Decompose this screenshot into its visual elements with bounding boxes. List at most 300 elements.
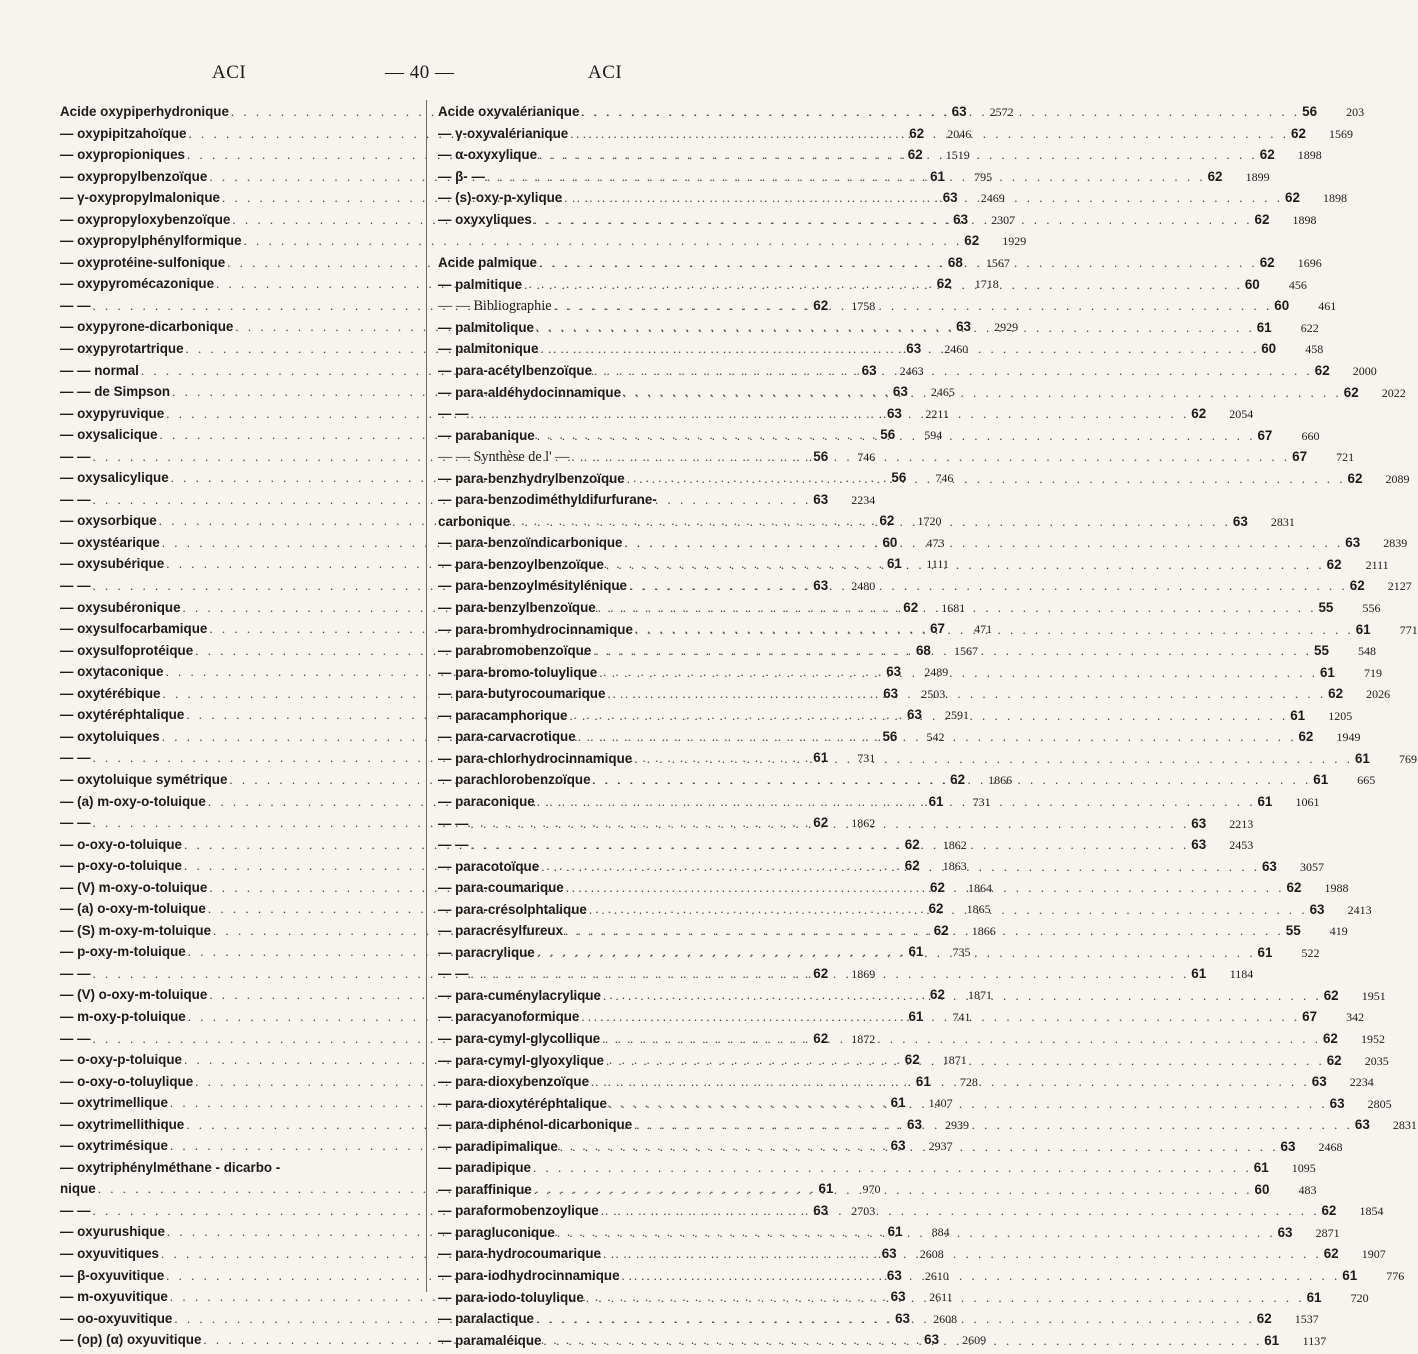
entry-volume: 63 bbox=[886, 664, 902, 680]
entry-volume: 61 bbox=[1342, 1267, 1358, 1283]
entry-page: 660 bbox=[1301, 428, 1320, 443]
entry-page: 2503 bbox=[921, 686, 946, 701]
entry-term: — para-benzodiméthyldifurfurane- bbox=[438, 492, 657, 508]
entry-page: 1095 bbox=[1291, 1161, 1316, 1176]
entry-term: — (V) m-oxy-o-toluique bbox=[60, 879, 208, 895]
entry-term: — para-dioxytéréphtalique bbox=[438, 1095, 607, 1111]
entry-page: 473 bbox=[926, 535, 945, 550]
entry-volume: 63 bbox=[1191, 837, 1207, 853]
entry-volume: 63 bbox=[951, 104, 967, 119]
entry-volume: 63 bbox=[1309, 901, 1325, 917]
entry-term: — oxyxyliques bbox=[438, 211, 532, 227]
entry-term: — oxysalicylique bbox=[60, 470, 169, 486]
entry-volume: 61 bbox=[1264, 1332, 1280, 1348]
entry-page: 2211 bbox=[925, 406, 949, 421]
entry-page: 1899 bbox=[1245, 169, 1270, 184]
entry-volume: 62 bbox=[879, 513, 895, 529]
entry-volume: 62 bbox=[813, 1030, 829, 1046]
entry-term: — oxytoluique symétrique bbox=[60, 771, 228, 787]
dot-leader bbox=[510, 514, 1233, 530]
entry-term: — o-oxy-o-toluique bbox=[60, 836, 182, 852]
entry-volume: 62 bbox=[903, 599, 919, 615]
entry-volume: 63 bbox=[883, 685, 899, 701]
entry-term: — β-oxyuvitique bbox=[60, 1267, 165, 1283]
entry-term: — oxypropylphénylformique bbox=[60, 233, 242, 249]
entry-volume: 60 bbox=[882, 534, 898, 550]
entry-term: — para-butyrocoumarique bbox=[438, 686, 606, 702]
entry-volume: 67 bbox=[1257, 427, 1273, 443]
entry-page: 1907 bbox=[1361, 1247, 1386, 1262]
index-entry bbox=[438, 492, 784, 514]
entry-term: — parabanique bbox=[438, 427, 535, 443]
dot-leader bbox=[600, 1031, 1323, 1047]
entry-page: 203 bbox=[1346, 105, 1365, 119]
entry-volume: 62 bbox=[1256, 1311, 1272, 1327]
entry-term: — oxyurushique bbox=[60, 1224, 165, 1240]
entry-term: — paracotoïque bbox=[438, 858, 540, 874]
entry-page: 1898 bbox=[1323, 191, 1347, 206]
entry-term: — — de Simpson bbox=[60, 384, 171, 400]
entry-page: 728 bbox=[959, 1074, 978, 1089]
entry-volume: 63 bbox=[953, 211, 969, 227]
entry-page: 1865 bbox=[966, 902, 991, 917]
dot-leader bbox=[541, 1333, 1264, 1349]
entry-term: — para-iodo-toluylique bbox=[438, 1289, 584, 1305]
entry-volume: 61 bbox=[1257, 793, 1273, 809]
entry-page: 776 bbox=[1386, 1268, 1405, 1283]
entry-volume: 63 bbox=[1261, 858, 1277, 874]
entry-term: — oxysulfocarbamique bbox=[60, 621, 208, 637]
entry-page: 1720 bbox=[917, 514, 942, 529]
entry-volume: 63 bbox=[1345, 535, 1361, 551]
entry-page: 2307 bbox=[991, 212, 1016, 227]
entry-page: 1758 bbox=[851, 298, 876, 313]
entry-page: 2453 bbox=[1229, 838, 1254, 853]
entry-page: 3057 bbox=[1299, 859, 1324, 874]
dot-leader bbox=[522, 277, 1245, 293]
entry-page: 594 bbox=[924, 428, 943, 443]
entry-page: 769 bbox=[1398, 751, 1417, 766]
entry-term: — palmitique bbox=[438, 276, 523, 292]
entry-term: — — bbox=[438, 815, 469, 831]
entry-volume: 62 bbox=[1343, 384, 1359, 400]
dot-leader bbox=[604, 1053, 1327, 1069]
dot-leader bbox=[604, 557, 1327, 573]
entry-volume: 62 bbox=[1314, 363, 1330, 379]
entry-volume: 63 bbox=[1232, 513, 1248, 529]
entry-term: — paradipique bbox=[438, 1160, 532, 1176]
entry-volume: 62 bbox=[936, 276, 952, 292]
dot-leader bbox=[539, 859, 1262, 875]
dot-leader bbox=[579, 1009, 1302, 1025]
dot-leader bbox=[605, 686, 1328, 702]
entry-term: — oxystéarique bbox=[60, 534, 160, 550]
entry-volume: 61 bbox=[890, 1095, 906, 1111]
entry-page: 2035 bbox=[1364, 1053, 1389, 1068]
entry-page: 542 bbox=[926, 729, 945, 744]
entry-volume: 62 bbox=[1323, 1246, 1339, 1262]
dot-leader bbox=[535, 794, 1258, 810]
entry-page: 2111 bbox=[1365, 557, 1389, 572]
dot-leader bbox=[532, 212, 1255, 228]
entry-term: — oxypropylbenzoïque bbox=[60, 168, 208, 184]
entry-volume: 63 bbox=[813, 491, 829, 507]
entry-page: 1519 bbox=[945, 148, 970, 163]
index-entry bbox=[60, 836, 967, 859]
entry-volume: 55 bbox=[1285, 923, 1301, 939]
entry-page: 2939 bbox=[945, 1117, 970, 1132]
entry-page: 2480 bbox=[851, 579, 876, 594]
entry-volume: 63 bbox=[907, 707, 922, 723]
entry-term: — oxytriphénylméthane - dicarbo - bbox=[60, 1159, 281, 1175]
entry-page: 2937 bbox=[928, 1139, 953, 1154]
entry-volume: 62 bbox=[904, 1052, 920, 1068]
index-entry bbox=[60, 405, 949, 428]
index-entry bbox=[60, 965, 876, 988]
entry-volume: 61 bbox=[908, 944, 924, 960]
entry-volume: 61 bbox=[813, 750, 829, 766]
entry-volume: 60 bbox=[1244, 276, 1260, 292]
entry-page: 458 bbox=[1305, 342, 1324, 357]
entry-page: 1949 bbox=[1336, 730, 1361, 745]
entry-term: — o-oxy-p-toluique bbox=[60, 1052, 182, 1068]
entry-term: — oxypipitzahoïque bbox=[60, 125, 187, 141]
entry-volume: 60 bbox=[1274, 298, 1290, 314]
entry-term: — paraconique bbox=[438, 793, 535, 809]
dot-leader bbox=[534, 1311, 1257, 1327]
entry-page: 2213 bbox=[1229, 816, 1254, 831]
entry-volume: 61 bbox=[928, 793, 944, 809]
entry-page: 548 bbox=[1358, 644, 1377, 659]
entry-volume: 60 bbox=[1254, 1181, 1270, 1197]
entry-volume: 63 bbox=[886, 1267, 902, 1283]
entry-term: — oxyuvitiques bbox=[60, 1245, 159, 1261]
entry-volume: 62 bbox=[930, 987, 945, 1003]
entry-volume: 62 bbox=[1254, 211, 1270, 227]
entry-term: — paracrésylfureux bbox=[438, 923, 564, 939]
entry-volume: 62 bbox=[964, 233, 980, 249]
entry-page: 1866 bbox=[971, 923, 996, 938]
entry-page: 1864 bbox=[968, 880, 993, 895]
entry-term: — — Bibliographie bbox=[438, 298, 552, 315]
entry-volume: 62 bbox=[930, 879, 945, 895]
entry-term: — para-benzoïndicarbonique bbox=[438, 535, 623, 551]
entry-page: 1952 bbox=[1360, 1031, 1385, 1046]
entry-term: — parabromobenzoïque bbox=[438, 643, 592, 659]
entry-volume: 61 bbox=[1355, 621, 1371, 637]
entry-page: 1866 bbox=[988, 772, 1013, 787]
entry-term: — m-oxy-p-toluique bbox=[60, 1008, 186, 1024]
index-entry bbox=[60, 233, 1027, 255]
entry-volume: 62 bbox=[950, 771, 966, 787]
entry-term: — paracyanoformique bbox=[438, 1009, 580, 1025]
dot-leader bbox=[469, 837, 1192, 853]
entry-page: 2489 bbox=[924, 665, 949, 680]
entry-term: — para-acétylbenzoïque bbox=[438, 363, 593, 379]
dot-leader bbox=[469, 406, 1192, 422]
entry-term: — para-cuménylacrylique bbox=[438, 987, 601, 1003]
entry-term: — oxytérébique bbox=[60, 685, 161, 701]
entry-volume: 63 bbox=[813, 1202, 829, 1218]
entry-term: — — bbox=[60, 448, 91, 464]
entry-page: 2026 bbox=[1366, 687, 1391, 702]
dot-leader bbox=[558, 1139, 1281, 1155]
entry-term: — oxypyromécazonique bbox=[60, 276, 215, 292]
entry-term: — — bbox=[60, 1030, 91, 1046]
dot-leader bbox=[625, 471, 1348, 487]
entry-page: 1871 bbox=[968, 988, 993, 1003]
entry-volume: 62 bbox=[1326, 1052, 1342, 1068]
entry-volume: 62 bbox=[1326, 556, 1342, 572]
entry-term: Acide palmique bbox=[438, 255, 537, 271]
entry-term: — paracamphorique bbox=[438, 707, 568, 723]
entry-page: 2831 bbox=[1270, 514, 1295, 529]
entry-page: 483 bbox=[1298, 1182, 1317, 1197]
entry-page: 456 bbox=[1288, 277, 1307, 292]
entry-term: — oxysubéronique bbox=[60, 599, 181, 615]
entry-term: — oxypropyloxybenzoïque bbox=[60, 211, 231, 227]
entry-volume: 63 bbox=[890, 1138, 906, 1154]
entry-volume: 63 bbox=[861, 362, 877, 378]
page-header bbox=[0, 62, 800, 92]
entry-page: 1061 bbox=[1295, 794, 1320, 809]
entry-page: 1567 bbox=[953, 643, 978, 658]
dot-leader bbox=[591, 772, 1314, 788]
entry-page: 1862 bbox=[942, 837, 967, 852]
entry-page: 2805 bbox=[1367, 1096, 1392, 1111]
dot-leader bbox=[534, 320, 1257, 336]
entry-page: 2608 bbox=[933, 1311, 958, 1326]
entry-term: — oxypyruvique bbox=[60, 405, 165, 421]
entry-term: — para-cymyl-glyoxylique bbox=[438, 1052, 604, 1068]
entry-term: — palmitolique bbox=[438, 319, 534, 335]
entry-volume: 60 bbox=[1261, 341, 1277, 357]
entry-volume: 62 bbox=[1349, 578, 1365, 594]
entry-page: 1871 bbox=[942, 1053, 967, 1068]
entry-page: 771 bbox=[1399, 622, 1418, 637]
entry-term: — oxysalicique bbox=[60, 427, 158, 443]
entry-page: 1407 bbox=[928, 1096, 953, 1111]
entry-term: — oxysorbique bbox=[60, 513, 157, 529]
dot-leader bbox=[564, 880, 1287, 896]
entry-page: 1872 bbox=[851, 1031, 876, 1046]
entry-term: — (V) o-oxy-m-toluique bbox=[60, 987, 208, 1003]
entry-page: 795 bbox=[974, 169, 993, 184]
page-number: — 40 — bbox=[385, 62, 455, 83]
entry-volume: 63 bbox=[881, 1245, 897, 1261]
entry-volume: 62 bbox=[1323, 987, 1339, 1003]
entry-term: — para-bromhydrocinnamique bbox=[438, 621, 633, 637]
entry-term: — — bbox=[60, 578, 91, 594]
entry-term: — oxysulfoprotéique bbox=[60, 642, 194, 658]
dot-leader bbox=[555, 1225, 1278, 1241]
entry-term: — oxytrimésique bbox=[60, 1138, 168, 1154]
entry-term: — para-bromo-toluylique bbox=[438, 664, 598, 680]
dot-leader bbox=[632, 751, 1355, 767]
entry-term: — oxypropioniques bbox=[60, 147, 185, 163]
entry-volume: 63 bbox=[906, 341, 922, 357]
entry-term: — — bbox=[60, 491, 91, 507]
entry-volume: 61 bbox=[915, 1073, 931, 1089]
running-head-right: ACI bbox=[588, 62, 623, 83]
entry-volume: 63 bbox=[890, 1289, 906, 1305]
entry-volume: 62 bbox=[909, 125, 925, 141]
entry-term: — (S) m-oxy-m-toluique bbox=[60, 922, 212, 938]
dot-leader bbox=[589, 1074, 1312, 1090]
entry-page: 1929 bbox=[1002, 234, 1027, 249]
entry-term: — para-chlorhydrocinnamique bbox=[438, 750, 633, 766]
dot-leader bbox=[620, 1268, 1343, 1284]
dot-leader bbox=[607, 1096, 1330, 1112]
entry-volume: 62 bbox=[904, 858, 920, 874]
entry-term: carbonique bbox=[438, 513, 511, 529]
entry-term: — oxytéréphtalique bbox=[60, 707, 185, 723]
entry-page: 2831 bbox=[1392, 1118, 1417, 1133]
dot-leader bbox=[591, 643, 1314, 659]
entry-page: 419 bbox=[1329, 924, 1348, 939]
dot-leader bbox=[587, 902, 1310, 918]
entry-volume: 61 bbox=[1257, 944, 1273, 960]
dot-leader bbox=[601, 988, 1324, 1004]
entry-volume: 56 bbox=[882, 728, 898, 744]
entry-term: — α-oxyxylique bbox=[438, 147, 538, 163]
entry-volume: 67 bbox=[1292, 449, 1308, 465]
entry-page: 1898 bbox=[1292, 212, 1317, 227]
entry-volume: 61 bbox=[1191, 966, 1207, 982]
dot-leader bbox=[569, 449, 1292, 465]
entry-volume: 68 bbox=[947, 254, 963, 270]
entry-page: 719 bbox=[1363, 665, 1382, 680]
dot-leader bbox=[537, 255, 1260, 271]
entry-term: — paralactique bbox=[438, 1311, 534, 1327]
dot-leader bbox=[532, 1182, 1255, 1198]
dot-leader bbox=[623, 535, 1346, 551]
entry-term: — paragluconique bbox=[438, 1224, 555, 1240]
entry-volume: 62 bbox=[1259, 147, 1275, 163]
entry-page: 2054 bbox=[1229, 407, 1254, 422]
entry-page: 2127 bbox=[1387, 579, 1412, 594]
entry-page: 2046 bbox=[947, 126, 972, 141]
entry-volume: 55 bbox=[1318, 600, 1334, 616]
entry-volume: 61 bbox=[908, 1008, 924, 1024]
entry-volume: 67 bbox=[930, 621, 945, 637]
entry-page: 1863 bbox=[942, 859, 967, 874]
entry-page: 665 bbox=[1357, 773, 1376, 788]
entry-volume: 62 bbox=[813, 965, 829, 981]
entry-term: — para-benzoylbenzoïque bbox=[438, 556, 604, 572]
entry-volume: 67 bbox=[1302, 1009, 1318, 1025]
dot-leader bbox=[469, 816, 1192, 832]
dot-leader bbox=[621, 385, 1344, 401]
entry-term: — oxysubérique bbox=[60, 556, 165, 572]
entry-term: Acide oxypiperhydronique bbox=[60, 104, 229, 119]
entry-volume: 62 bbox=[933, 922, 949, 938]
entry-volume: 56 bbox=[1302, 104, 1318, 119]
entry-volume: 61 bbox=[1306, 1289, 1322, 1305]
dot-leader bbox=[552, 298, 1275, 314]
entry-term: — oxytoluiques bbox=[60, 728, 160, 744]
entry-page: 1696 bbox=[1297, 256, 1322, 271]
entry-volume: 61 bbox=[886, 556, 902, 572]
entry-page: 2468 bbox=[1318, 1139, 1343, 1154]
dot-leader bbox=[535, 945, 1258, 961]
entry-page: 1869 bbox=[851, 966, 876, 981]
entry-volume: 62 bbox=[1291, 125, 1306, 141]
entry-volume: 62 bbox=[1322, 1030, 1338, 1046]
entry-term: — para-crésolphtalique bbox=[438, 901, 587, 917]
entry-page: 556 bbox=[1362, 601, 1381, 616]
entry-page: 2929 bbox=[994, 320, 1019, 335]
dot-leader bbox=[538, 341, 1261, 357]
entry-volume: 62 bbox=[1191, 406, 1207, 422]
dot-leader bbox=[599, 1203, 1322, 1219]
dot-leader bbox=[485, 169, 1208, 185]
entry-page: 2465 bbox=[930, 385, 955, 400]
entry-volume: 62 bbox=[1286, 880, 1302, 896]
dot-leader bbox=[537, 147, 1260, 163]
entry-page: 720 bbox=[1350, 1290, 1369, 1305]
entry-term: — para-benzhydrylbenzoïque bbox=[438, 470, 625, 486]
dot-leader bbox=[596, 600, 1319, 616]
entry-page: 1137 bbox=[1302, 1333, 1327, 1348]
dot-leader bbox=[469, 966, 1192, 982]
entry-term: — paraffinique bbox=[438, 1181, 532, 1197]
entry-volume: 62 bbox=[813, 297, 829, 313]
entry-page: 731 bbox=[972, 794, 991, 809]
entry-page: 2413 bbox=[1347, 902, 1372, 917]
entry-page: 1205 bbox=[1328, 708, 1353, 723]
dot-leader bbox=[563, 923, 1286, 939]
entry-page: 1569 bbox=[1329, 126, 1353, 141]
entry-term: nique bbox=[60, 1181, 96, 1197]
dot-leader bbox=[592, 363, 1315, 379]
entry-volume: 61 bbox=[1319, 664, 1335, 680]
entry-term: — para-aldéhydocinnamique bbox=[438, 384, 622, 400]
entry-term: — — normal bbox=[60, 362, 139, 378]
dot-leader bbox=[597, 665, 1320, 681]
index-entry bbox=[60, 815, 876, 837]
entry-page: 2839 bbox=[1383, 536, 1408, 551]
entry-page: 731 bbox=[857, 751, 876, 766]
entry-page: 2234 bbox=[1349, 1075, 1374, 1090]
dot-leader bbox=[568, 126, 1291, 142]
entry-volume: 63 bbox=[956, 319, 972, 335]
entry-volume: 61 bbox=[1253, 1160, 1269, 1176]
entry-volume: 63 bbox=[895, 1310, 910, 1326]
entry-term: — para-benzoylmésitylénique bbox=[438, 578, 628, 594]
entry-page: 2022 bbox=[1381, 385, 1406, 400]
entry-term: — oxytrimellithique bbox=[60, 1116, 185, 1132]
entry-page: 342 bbox=[1346, 1010, 1365, 1025]
entry-page: 2608 bbox=[919, 1246, 944, 1261]
entry-volume: 56 bbox=[880, 427, 896, 443]
entry-volume: 62 bbox=[907, 147, 923, 163]
entry-volume: 56 bbox=[813, 448, 829, 464]
entry-page: 1854 bbox=[1359, 1204, 1384, 1219]
entry-term: — paradipimalique bbox=[438, 1138, 558, 1154]
entry-term: — γ-oxyvalérianique bbox=[438, 125, 569, 141]
entry-volume: 62 bbox=[928, 901, 944, 917]
entry-term: — β- — bbox=[438, 168, 485, 184]
entry-volume: 62 bbox=[1298, 729, 1314, 745]
entry-term: — — bbox=[60, 815, 91, 831]
entry-term: — — bbox=[438, 966, 469, 982]
dot-leader bbox=[632, 1117, 1355, 1133]
entry-volume: 61 bbox=[818, 1181, 834, 1197]
entry-volume: 61 bbox=[1256, 319, 1272, 335]
entry-term: — (op) (α) oxyuvitique bbox=[60, 1332, 202, 1348]
entry-page: 2591 bbox=[945, 708, 970, 723]
